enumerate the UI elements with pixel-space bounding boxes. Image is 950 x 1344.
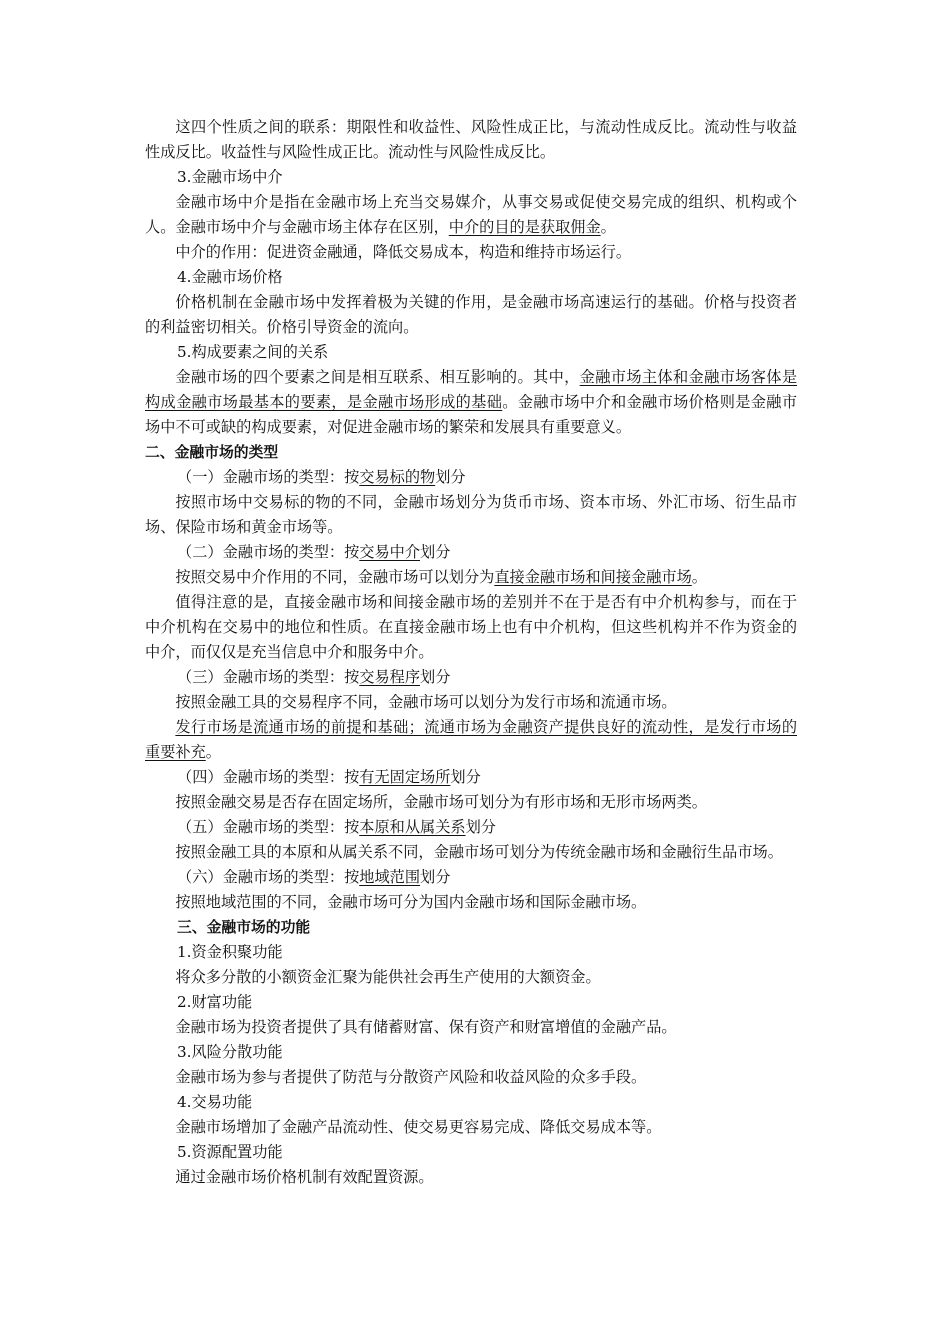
text-run: 二、金融市场的类型 bbox=[145, 444, 279, 461]
text-run: 按照金融工具的交易程序不同，金融市场可以划分为发行市场和流通市场。 bbox=[175, 693, 677, 711]
subheading bbox=[145, 1040, 797, 1065]
paragraph bbox=[145, 365, 797, 440]
text-run: 5.资源配置功能 bbox=[177, 1143, 283, 1161]
text-run: 价格机制在金融市场中发挥着极为关键的作用，是金融市场高速运行的基础。价格与投资者的利益密切相关。价格引导资金的流向。 bbox=[145, 293, 797, 336]
text-run: 1.资金积聚功能 bbox=[177, 943, 283, 961]
text-run: 按照金融工具的本原和从属关系不同，金融市场可划分为传统金融市场和金融衍生品市场。 bbox=[175, 843, 783, 861]
paragraph bbox=[145, 840, 797, 865]
text-run: 按照地域范围的不同，金融市场可分为国内金融市场和国际金融市场。 bbox=[175, 893, 647, 911]
subheading bbox=[145, 1140, 797, 1165]
paragraph bbox=[145, 715, 797, 765]
underlined-text: 交易中介 bbox=[359, 543, 420, 561]
text-run: 金融市场的四个要素之间是相互联系、相互影响的。其中， bbox=[175, 368, 580, 386]
text-run: 划分 bbox=[420, 668, 451, 686]
text-run: 值得注意的是，直接金融市场和间接金融市场的差别并不在于是否有中介机构参与，而在于中介机构在交易中的地位和性质。在直接金融市场上也有中介机构，但这些机构并不作为资金的中介，而仅仅是充当信息中介和服务中介。 bbox=[145, 593, 797, 661]
text-run: 3.金融市场中介 bbox=[177, 168, 283, 186]
text-run: 划分 bbox=[450, 768, 481, 786]
text-run: 三、金融市场的功能 bbox=[177, 919, 311, 936]
text-run: 划分 bbox=[435, 468, 466, 486]
paragraph bbox=[145, 240, 797, 265]
underlined-text: 有无固定场所 bbox=[359, 768, 451, 786]
text-run: 划分 bbox=[420, 868, 451, 886]
paragraph bbox=[145, 690, 797, 715]
text-run: 。 bbox=[600, 218, 616, 236]
text-run: 2.财富功能 bbox=[177, 993, 253, 1011]
text-run: 5.构成要素之间的关系 bbox=[177, 343, 329, 361]
text-run: （一）金融市场的类型：按 bbox=[177, 468, 360, 486]
subheading bbox=[145, 265, 797, 290]
subheading bbox=[145, 340, 797, 365]
text-run: 金融市场增加了金融产品流动性、使交易更容易完成、降低交易成本等。 bbox=[175, 1118, 662, 1136]
paragraph bbox=[145, 1115, 797, 1140]
paragraph bbox=[145, 490, 797, 540]
text-run: 金融市场为投资者提供了具有储蓄财富、保有资产和财富增值的金融产品。 bbox=[175, 1018, 677, 1036]
text-run: 将众多分散的小额资金汇聚为能供社会再生产使用的大额资金。 bbox=[175, 968, 601, 986]
underlined-text: 发行市场是流通市场的前提和基础；流通市场为金融资产提供良好的流动性，是发行市场的重要补充 bbox=[145, 718, 797, 761]
text-run: 按照市场中交易标的物的不同，金融市场划分为货币市场、资本市场、外汇市场、衍生品市场、保险市场和黄金市场等。 bbox=[145, 493, 797, 536]
underlined-text: 直接金融市场和间接金融市场 bbox=[494, 568, 692, 586]
underlined-text: 本原和从属关系 bbox=[359, 818, 466, 836]
text-run: 4.金融市场价格 bbox=[177, 268, 283, 286]
text-run: （二）金融市场的类型：按 bbox=[177, 543, 360, 561]
subheading bbox=[145, 1090, 797, 1115]
text-run: 划分 bbox=[465, 818, 496, 836]
text-run: 。 bbox=[205, 743, 221, 761]
subheading bbox=[145, 665, 797, 690]
underlined-text: 中介的目的是获取佣金 bbox=[448, 218, 601, 236]
paragraph bbox=[145, 190, 797, 240]
paragraph bbox=[145, 890, 797, 915]
text-run: 划分 bbox=[420, 543, 451, 561]
subheading bbox=[145, 815, 797, 840]
underlined-text: 交易标的物 bbox=[359, 468, 436, 486]
subheading bbox=[145, 990, 797, 1015]
text-run: 这四个性质之间的联系：期限性和收益性、风险性成正比，与流动性成反比。流动性与收益性成反比。收益性与风险性成正比。流动性与风险性成反比。 bbox=[145, 118, 797, 161]
text-run: 按照交易中介作用的不同，金融市场可以划分为 bbox=[175, 568, 495, 586]
text-run: 按照金融交易是否存在固定场所，金融市场可划分为有形市场和无形市场两类。 bbox=[175, 793, 707, 811]
paragraph bbox=[145, 590, 797, 665]
paragraph bbox=[145, 565, 797, 590]
paragraph bbox=[145, 790, 797, 815]
section-heading bbox=[145, 915, 797, 940]
underlined-text: 地域范围 bbox=[359, 868, 420, 886]
text-run: 。金融市场中介和金融市场价格则是金融市场中不可或缺的构成要素，对促进金融市场的繁荣和发展具有重要意义。 bbox=[145, 393, 798, 436]
subheading bbox=[145, 165, 797, 190]
paragraph bbox=[145, 1065, 797, 1090]
paragraph bbox=[145, 115, 797, 165]
paragraph bbox=[145, 965, 797, 990]
document-body bbox=[145, 115, 797, 1190]
paragraph bbox=[145, 1015, 797, 1040]
text-run: 4.交易功能 bbox=[177, 1093, 253, 1111]
subheading bbox=[145, 465, 797, 490]
paragraph bbox=[145, 1165, 797, 1190]
text-run: 。 bbox=[691, 568, 707, 586]
section-heading bbox=[145, 440, 797, 465]
text-run: （六）金融市场的类型：按 bbox=[177, 868, 360, 886]
text-run: 中介的作用：促进资金融通，降低交易成本，构造和维持市场运行。 bbox=[175, 243, 632, 261]
text-run: 通过金融市场价格机制有效配置资源。 bbox=[175, 1168, 434, 1186]
underlined-text: 金融市场主体和金融市场客体是构成金融市场最基本的要素，是金融市场形成的基础 bbox=[145, 368, 798, 411]
subheading bbox=[145, 865, 797, 890]
text-run: （三）金融市场的类型：按 bbox=[177, 668, 360, 686]
paragraph bbox=[145, 290, 797, 340]
text-run: 金融市场中介是指在金融市场上充当交易媒介，从事交易或促使交易完成的组织、机构或个人。金融市场中介与金融市场主体存在区别， bbox=[145, 193, 797, 236]
underlined-text: 交易程序 bbox=[359, 668, 420, 686]
text-run: （五）金融市场的类型：按 bbox=[177, 818, 360, 836]
subheading bbox=[145, 940, 797, 965]
subheading bbox=[145, 540, 797, 565]
text-run: 3.风险分散功能 bbox=[177, 1043, 283, 1061]
subheading bbox=[145, 765, 797, 790]
text-run: （四）金融市场的类型：按 bbox=[177, 768, 360, 786]
text-run: 金融市场为参与者提供了防范与分散资产风险和收益风险的众多手段。 bbox=[175, 1068, 647, 1086]
